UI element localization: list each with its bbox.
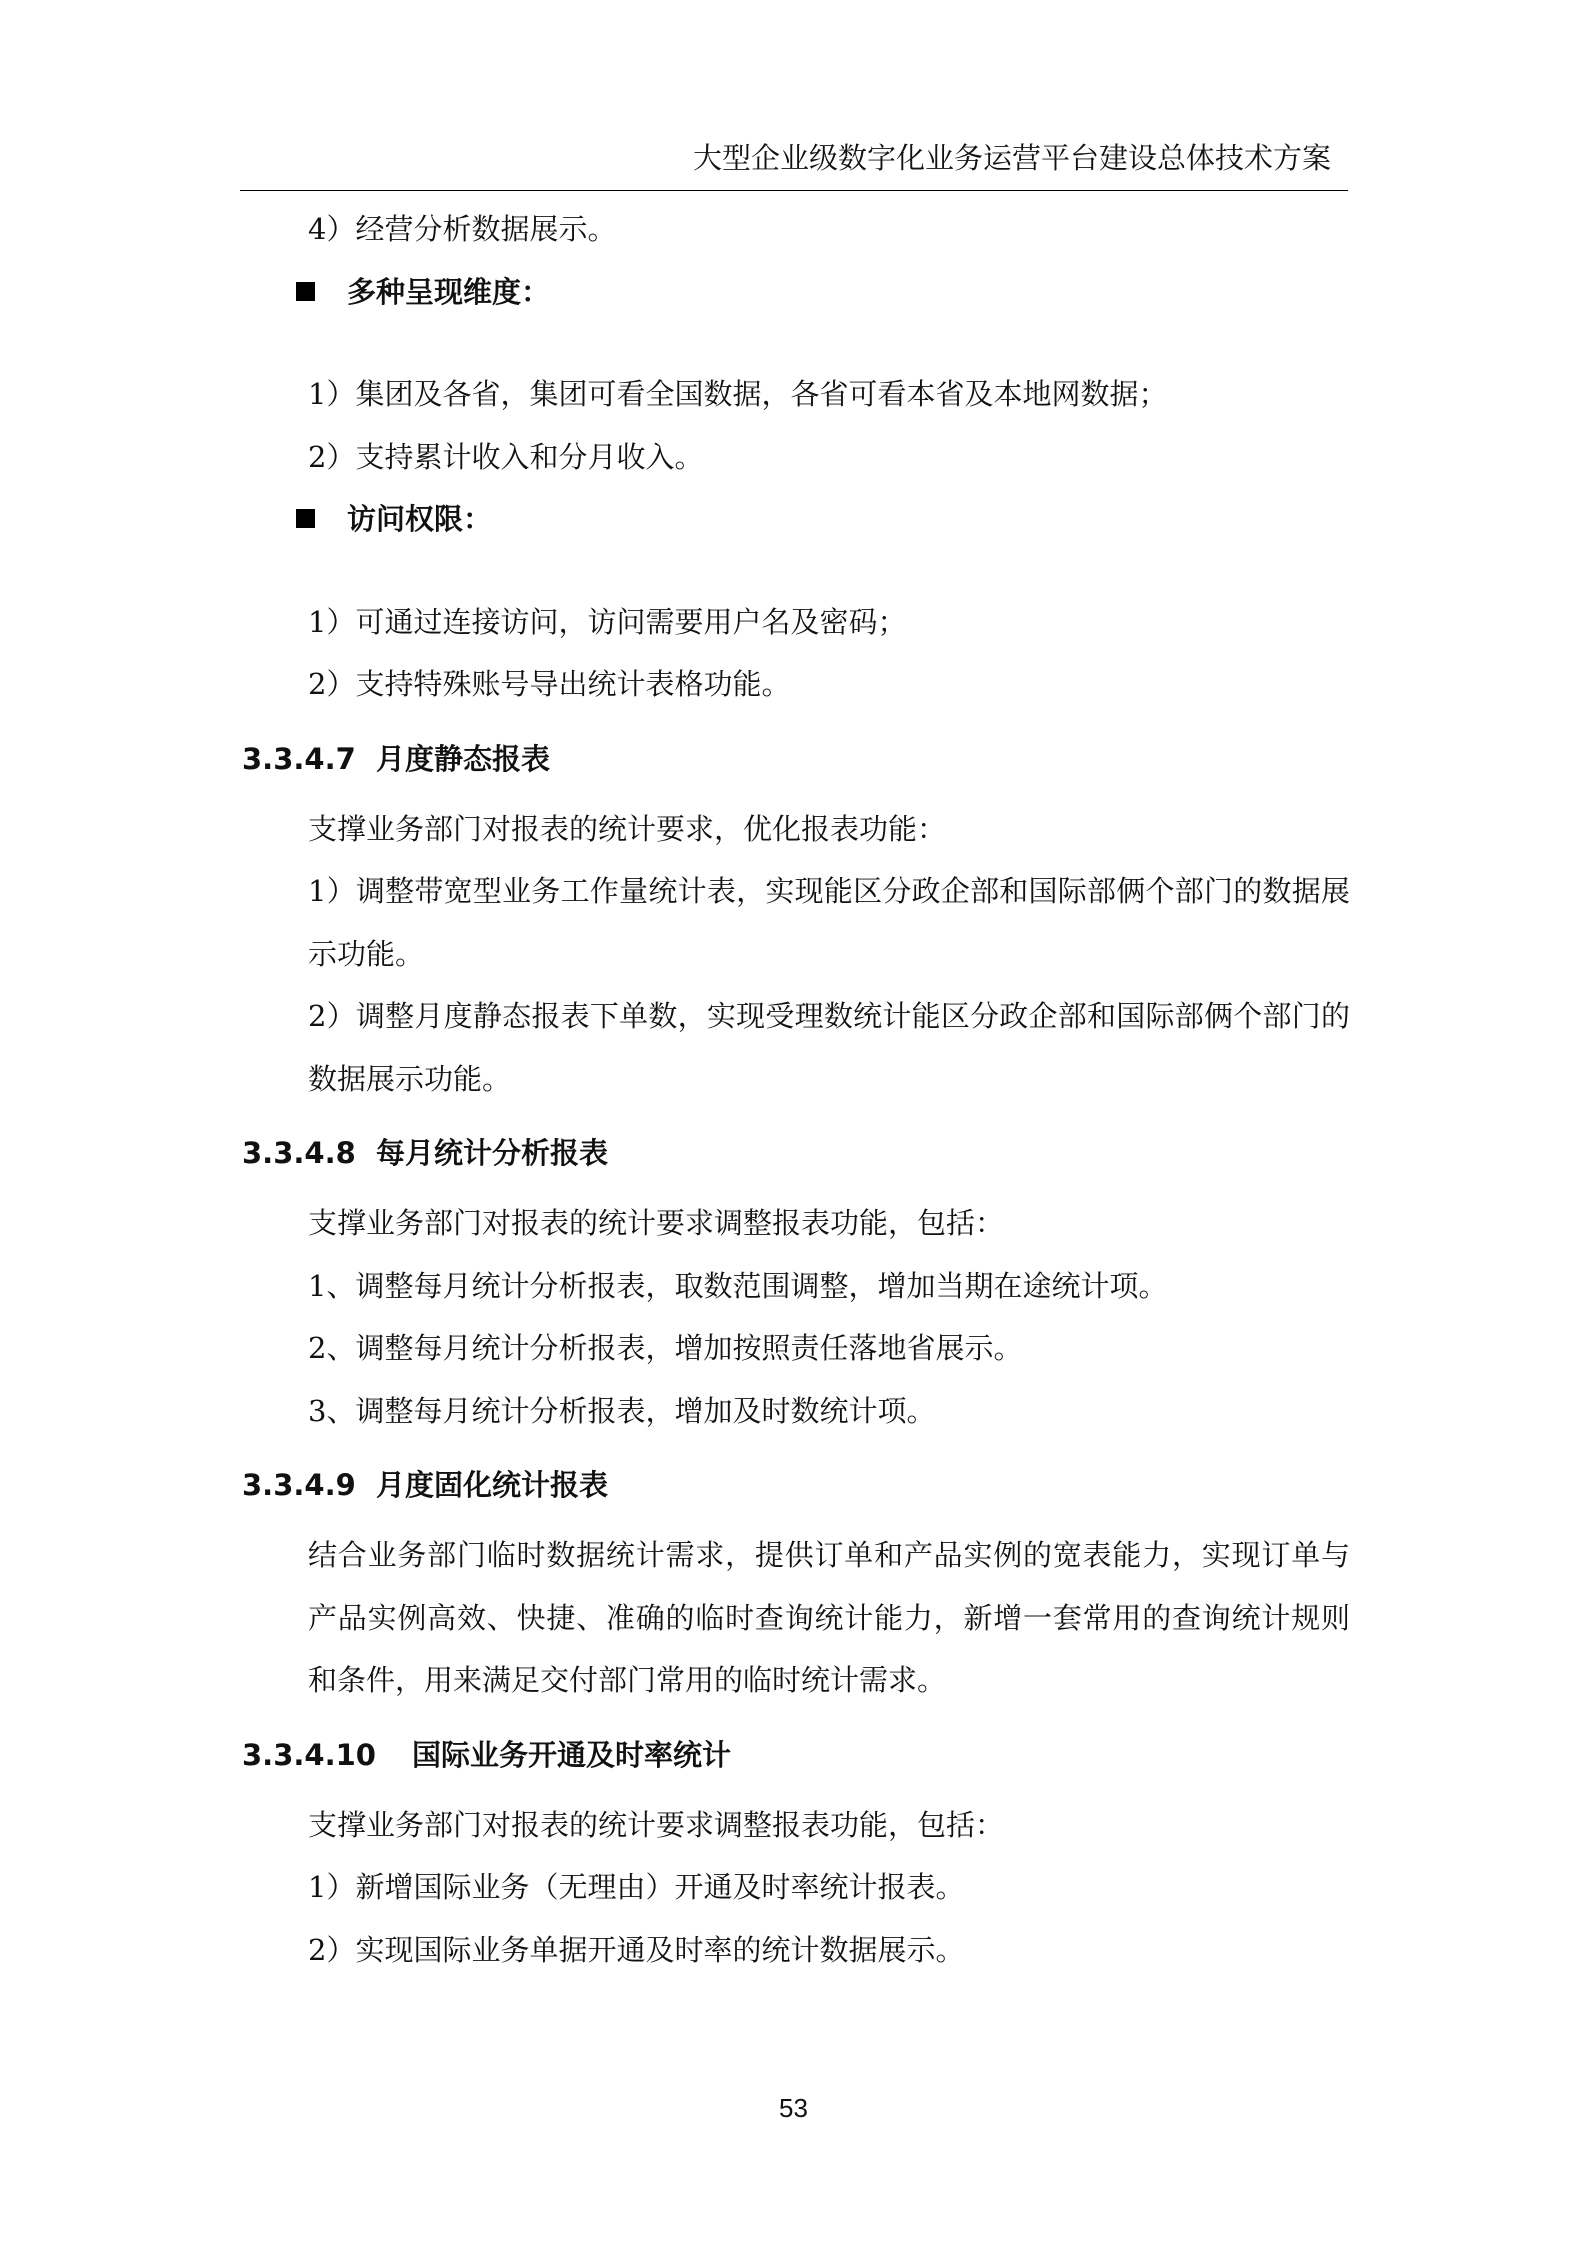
- section-number: 3.3.4.7: [242, 741, 356, 776]
- section-number: 3.3.4.9: [242, 1468, 356, 1502]
- section-heading: [242, 728, 1350, 790]
- square-bullet-icon: [296, 282, 315, 301]
- paragraph: 1、调整每月统计分析报表，取数范围调整，增加当期在途统计项。: [308, 1268, 1168, 1303]
- page-body: [242, 198, 1350, 1981]
- section-title: 国际业务开通及时率统计: [412, 1737, 732, 1772]
- bullet-heading-text: 访问权限：: [347, 502, 493, 536]
- section-number: 3.3.4.10: [242, 1737, 376, 1772]
- paragraph: 1）集团及各省，集团可看全国数据，各省可看本省及本地网数据；: [308, 377, 1168, 411]
- bullet-heading-text: 多种呈现维度：: [347, 274, 551, 309]
- bullet-heading: [242, 261, 1350, 324]
- section-title: 月度固化统计报表: [375, 1468, 608, 1502]
- section-heading: [242, 1454, 1350, 1516]
- paragraph: 1）新增国际业务（无理由）开通及时率统计报表。: [308, 1870, 965, 1904]
- bullet-heading: [242, 488, 1350, 551]
- paragraph: 支撑业务部门对报表的统计要求调整报表功能，包括：: [308, 1206, 1005, 1240]
- section-heading: [242, 1724, 1350, 1786]
- paragraph: 3、调整每月统计分析报表，增加及时数统计项。: [308, 1393, 936, 1428]
- paragraph: 结合业务部门临时数据统计需求，提供订单和产品实例的宽表能力，实现订单与产品实例高效、快捷、准确的临时查询统计能力，新增一套常用的查询统计规则和条件，用来满足交付部门常用的临时统计需求。: [308, 1538, 1350, 1697]
- section-heading: [242, 1122, 1350, 1184]
- header-rule: [240, 190, 1348, 191]
- page-number: 53: [779, 2093, 808, 2123]
- paragraph: 2）支持特殊账号导出统计表格功能。: [308, 667, 791, 701]
- section-title: 每月统计分析报表: [375, 1136, 608, 1170]
- running-header: 大型企业级数字化业务运营平台建设总体技术方案: [692, 141, 1331, 175]
- paragraph: 2）支持累计收入和分月收入。: [308, 439, 704, 474]
- paragraph: 4）经营分析数据展示。: [308, 212, 617, 246]
- paragraph: 1）调整带宽型业务工作量统计表，实现能区分政企部和国际部俩个部门的数据展示功能。: [308, 874, 1350, 971]
- section-title: 月度静态报表: [375, 741, 550, 776]
- paragraph: 2）实现国际业务单据开通及时率的统计数据展示。: [308, 1932, 965, 1967]
- square-bullet-icon: [296, 509, 315, 528]
- paragraph: 1）可通过连接访问，访问需要用户名及密码；: [308, 604, 907, 639]
- paragraph: 支撑业务部门对报表的统计要求，优化报表功能：: [308, 811, 947, 846]
- section-number: 3.3.4.8: [242, 1136, 356, 1170]
- paragraph: 支撑业务部门对报表的统计要求调整报表功能，包括：: [308, 1807, 1005, 1842]
- paragraph: 2）调整月度静态报表下单数，实现受理数统计能区分政企部和国际部俩个部门的数据展示功能。: [308, 999, 1350, 1096]
- paragraph: 2、调整每月统计分析报表，增加按照责任落地省展示。: [308, 1331, 1023, 1365]
